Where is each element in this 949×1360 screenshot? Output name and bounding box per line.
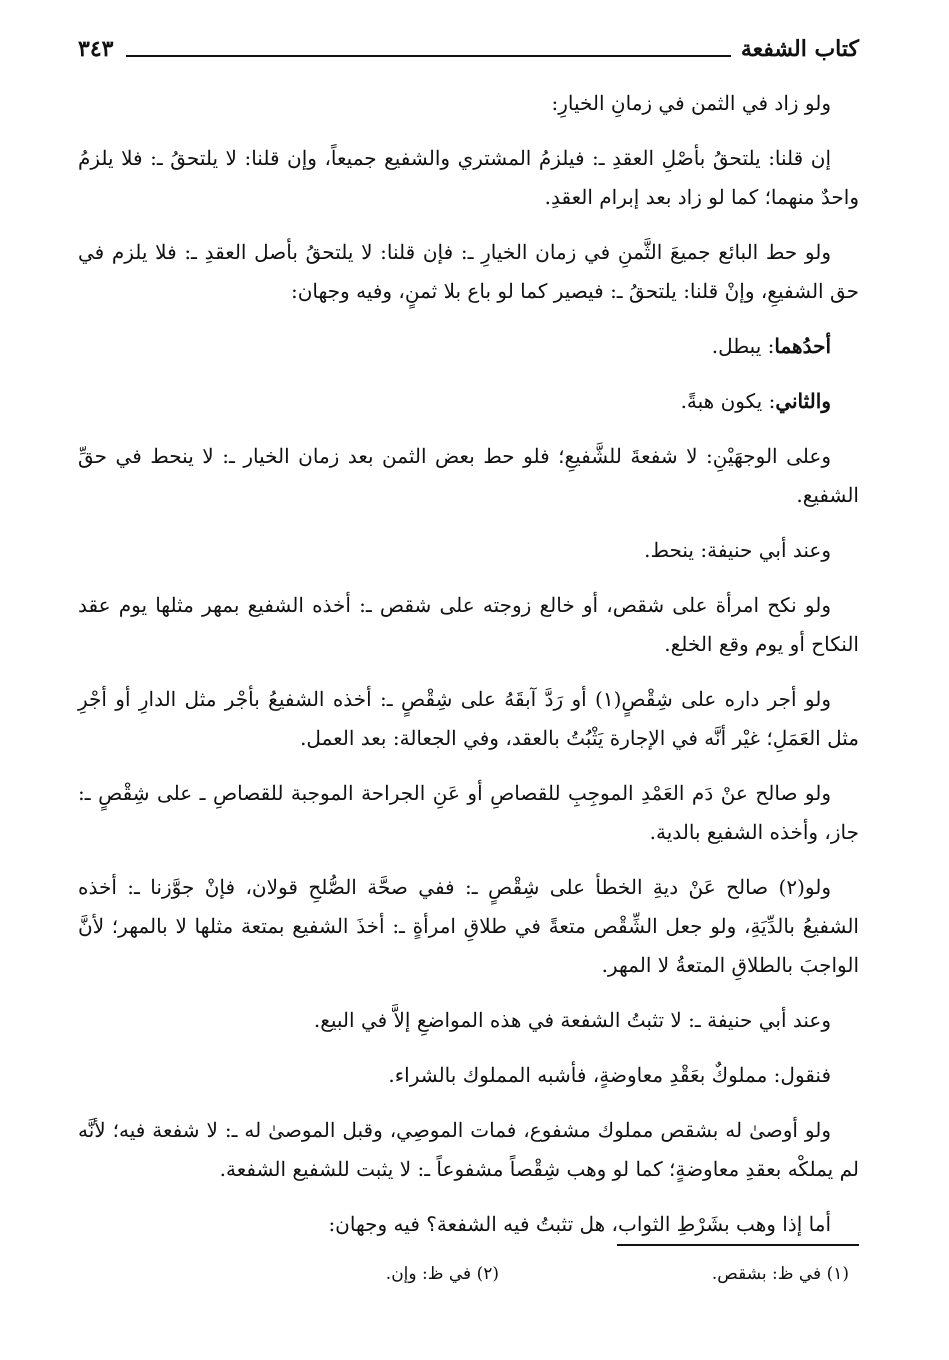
paragraph [78, 139, 859, 217]
paragraph-text: ولو حط البائع جميعَ الثَّمنِ في زمان الخيارِ ـ: فإن قلنا: لا يلتحقُ بأصل العقدِ ـ: فلا يلزم في حق الشفيعِ، وإنْ قلنا: يلتحقُ ـ: فيصير كما لو باع بلا ثمنٍ، وفيه وجهان: [78, 240, 859, 303]
paragraph-text: وعند أبي حنيفة ـ: لا تثبتُ الشفعة في هذه المواضعِ إلاَّ في البيع. [313, 1008, 831, 1032]
paragraph [78, 1205, 859, 1244]
paragraph-text: ولو زاد في الثمن في زمانِ الخيارِ: [551, 91, 831, 115]
paragraph [78, 1111, 859, 1189]
paragraph-text: ولو(٢) صالح عَنْ ديةِ الخطأ على شِقْصٍ ـ: ففي صحَّة الصُّلحِ قولان، فإنْ جوَّزنا ـ: أخذه الشفيعُ بالدِّيَةِ، ولو جعل الشِّقْص متعةً في طلاقِ امرأةٍ ـ: أخذَ الشفيع بمتعة مثلها لا بالمهر؛ لأنَّ الواجبَ بالطلاقِ المتعةُ لا المهر. [78, 875, 859, 977]
paragraph-text: ولو صالح عنْ دَم العَمْدِ الموجِبِ للقصاصِ أو عَنِ الجراحة الموجبة للقصاصِ ـ على شِقْصٍ ـ: جاز، وأخذه الشفيع بالدية. [78, 781, 859, 844]
footnote: (١) في ظ: بشقص. [711, 1264, 849, 1284]
paragraph [78, 1056, 859, 1095]
book-page [78, 34, 859, 1334]
paragraph [78, 774, 859, 852]
paragraph [78, 233, 859, 311]
running-title: كتاب الشفعة [740, 36, 859, 62]
paragraph [78, 382, 859, 421]
paragraph [78, 586, 859, 664]
footnotes [78, 1264, 859, 1294]
page-number: ٣٤٣ [78, 36, 114, 62]
paragraph-text: إن قلنا: يلتحقُ بأصْلِ العقدِ ـ: فيلزمُ المشتري والشفيع جميعاً، وإن قلنا: لا يلتحقُ ـ: فلا يلزمُ واحدٌ منهما؛ كما لو زاد بعد إبرام العقدِ. [78, 146, 859, 209]
paragraph-lead: أحدُهما [774, 334, 831, 358]
footnote: (٢) في ظ: وإن. [385, 1264, 499, 1284]
footnote-rule [617, 1244, 859, 1246]
page-header [78, 34, 859, 74]
paragraph [78, 84, 859, 123]
paragraph-text: وعند أبي حنيفة: ينحط. [644, 538, 831, 562]
paragraph-text: ولو نكح امرأة على شقص، أو خالع زوجته على شقص ـ: أخذه الشفيع بمهر مثلها يوم عقد النكاح أو يوم وقع الخلع. [78, 593, 859, 656]
paragraph-text: وعلى الوجهَيْنِ: لا شفعةَ للشَّفيعِ؛ فلو حط بعض الثمن بعد زمان الخيار ـ: لا ينحط في حقِّ الشفيع. [78, 444, 859, 507]
paragraph-text: فنقول: مملوكٌ بعَقْدِ معاوضةٍ، فأشبه المملوك بالشراء. [388, 1063, 831, 1087]
paragraph-text: : يبطل. [711, 334, 775, 358]
paragraph-text: أما إذا وهب بشَرْطِ الثواب، هل تثبتُ فيه الشفعة؟ فيه وجهان: [328, 1212, 831, 1236]
body-text [78, 84, 859, 1260]
header-rule [126, 55, 731, 57]
paragraph [78, 437, 859, 515]
paragraph [78, 1001, 859, 1040]
paragraph-text: ولو أجر داره على شِقْصٍ(١) أو رَدَّ آبقَهُ على شِقْصٍ ـ: أخذه الشفيعُ بأجْر مثل الدارِ أو أجْرِ مثل العَمَلِ؛ غيْر أنَّه في الإجارة يَثْبُتُ بالعقد، وفي الجعالة: بعد العمل. [78, 687, 859, 750]
paragraph-text: : يكون هبةً. [680, 389, 776, 413]
paragraph-text: ولو أوصىٰ له بشقص مملوك مشفوع، فمات الموصِي، وقبل الموصىٰ له ـ: لا شفعة فيه؛ لأنَّه لم يملكْه بعقدِ معاوضةٍ؛ كما لو وهب شِقْصاً مشفوعاً ـ: لا يثبت للشفيع الشفعة. [78, 1118, 859, 1181]
paragraph [78, 531, 859, 570]
paragraph-lead: والثاني [775, 389, 831, 413]
paragraph [78, 868, 859, 985]
paragraph [78, 327, 859, 366]
paragraph [78, 680, 859, 758]
